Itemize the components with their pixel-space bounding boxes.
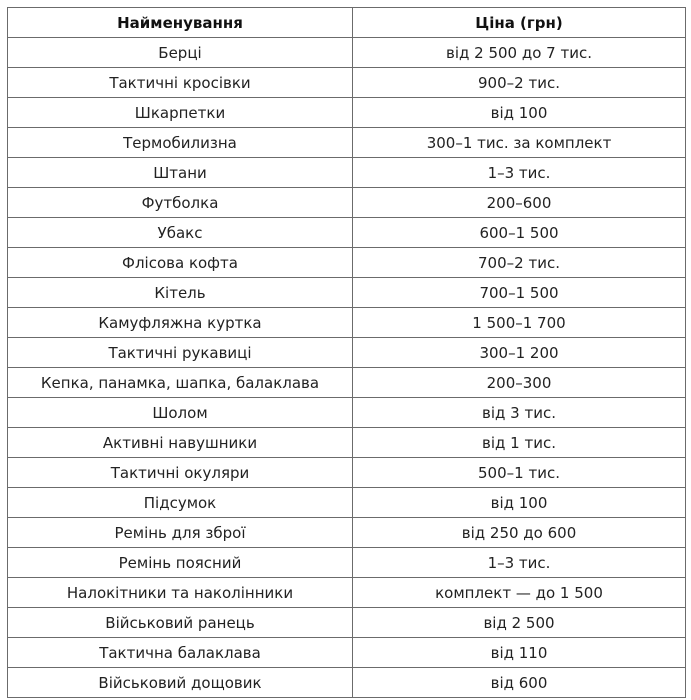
item-name-cell: Футболка <box>8 188 353 218</box>
item-name-cell: Тактичні окуляри <box>8 458 353 488</box>
item-name-cell: Берці <box>8 38 353 68</box>
table-row <box>8 578 686 608</box>
item-name-cell: Військовий ранець <box>8 608 353 638</box>
item-price-cell: від 1 тис. <box>353 428 686 458</box>
price-table <box>7 7 686 698</box>
item-name-cell: Налокітники та наколінники <box>8 578 353 608</box>
item-name-cell: Ремінь для зброї <box>8 518 353 548</box>
item-price-cell: від 100 <box>353 488 686 518</box>
item-price-cell: 200–600 <box>353 188 686 218</box>
table-row <box>8 428 686 458</box>
item-price-cell: від 2 500 до 7 тис. <box>353 38 686 68</box>
column-header-price: Ціна (грн) <box>353 8 686 38</box>
item-name-cell: Термобилизна <box>8 128 353 158</box>
table-row <box>8 98 686 128</box>
item-name-cell: Активні навушники <box>8 428 353 458</box>
table-header-row <box>8 8 686 38</box>
item-price-cell: від 2 500 <box>353 608 686 638</box>
item-price-cell: від 600 <box>353 668 686 698</box>
item-price-cell: 700–1 500 <box>353 278 686 308</box>
table-row <box>8 248 686 278</box>
table-row <box>8 38 686 68</box>
item-name-cell: Тактичні кросівки <box>8 68 353 98</box>
table-row <box>8 338 686 368</box>
table-row <box>8 128 686 158</box>
item-name-cell: Військовий дощовик <box>8 668 353 698</box>
item-price-cell: 300–1 200 <box>353 338 686 368</box>
item-name-cell: Камуфляжна куртка <box>8 308 353 338</box>
table-row <box>8 278 686 308</box>
item-name-cell: Шкарпетки <box>8 98 353 128</box>
column-header-name: Найменування <box>8 8 353 38</box>
table-row <box>8 368 686 398</box>
item-price-cell: від 250 до 600 <box>353 518 686 548</box>
item-name-cell: Тактична балаклава <box>8 638 353 668</box>
item-price-cell: комплект — до 1 500 <box>353 578 686 608</box>
table-row <box>8 158 686 188</box>
item-price-cell: від 3 тис. <box>353 398 686 428</box>
item-price-cell: 600–1 500 <box>353 218 686 248</box>
item-price-cell: 1–3 тис. <box>353 158 686 188</box>
table-row <box>8 668 686 698</box>
item-price-cell: 300–1 тис. за комплект <box>353 128 686 158</box>
item-price-cell: 200–300 <box>353 368 686 398</box>
table-row <box>8 518 686 548</box>
item-price-cell: 900–2 тис. <box>353 68 686 98</box>
item-name-cell: Убакс <box>8 218 353 248</box>
item-name-cell: Кепка, панамка, шапка, балаклава <box>8 368 353 398</box>
item-price-cell: 700–2 тис. <box>353 248 686 278</box>
table-row <box>8 398 686 428</box>
table-row <box>8 308 686 338</box>
item-name-cell: Ремінь поясний <box>8 548 353 578</box>
item-name-cell: Шолом <box>8 398 353 428</box>
item-price-cell: 500–1 тис. <box>353 458 686 488</box>
table-row <box>8 218 686 248</box>
table-row <box>8 548 686 578</box>
table-row <box>8 638 686 668</box>
table-row <box>8 458 686 488</box>
table-row <box>8 188 686 218</box>
table-row <box>8 608 686 638</box>
table-row <box>8 488 686 518</box>
item-name-cell: Флісова кофта <box>8 248 353 278</box>
item-price-cell: від 100 <box>353 98 686 128</box>
item-name-cell: Кітель <box>8 278 353 308</box>
item-name-cell: Підсумок <box>8 488 353 518</box>
table-row <box>8 68 686 98</box>
item-name-cell: Штани <box>8 158 353 188</box>
item-price-cell: 1 500–1 700 <box>353 308 686 338</box>
item-price-cell: від 110 <box>353 638 686 668</box>
item-name-cell: Тактичні рукавиці <box>8 338 353 368</box>
item-price-cell: 1–3 тис. <box>353 548 686 578</box>
